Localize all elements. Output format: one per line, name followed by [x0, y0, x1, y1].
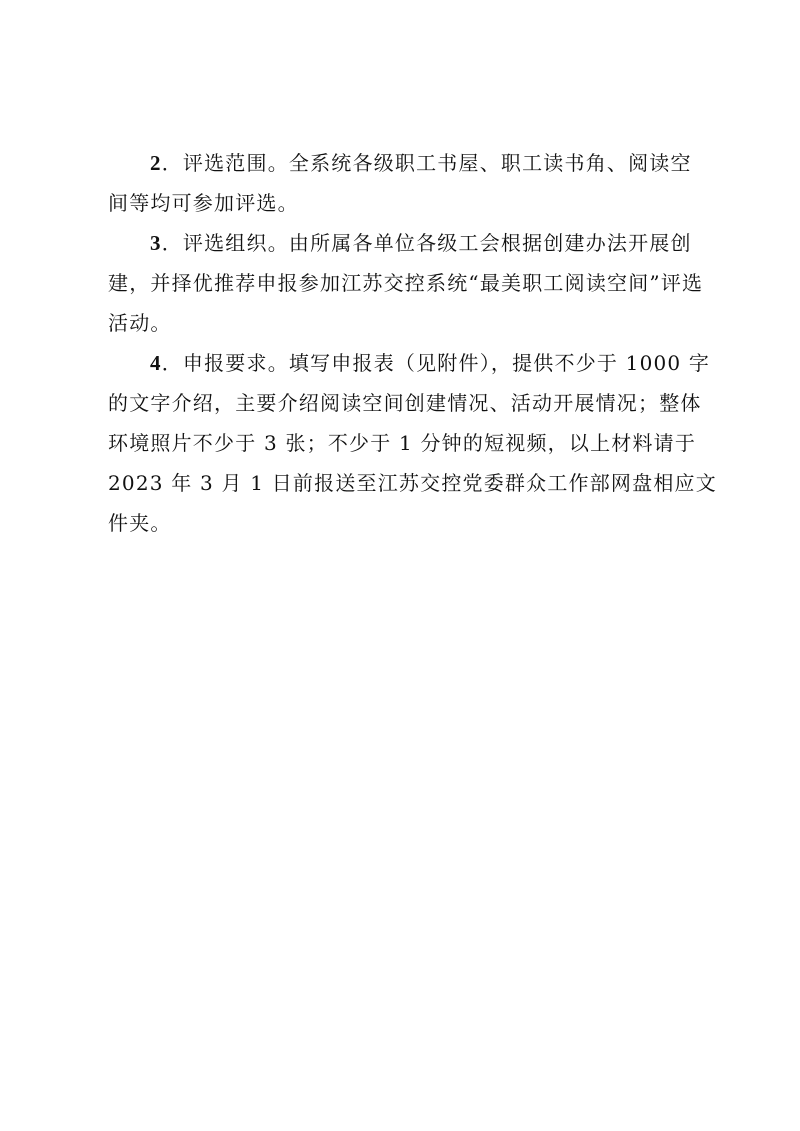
- paragraph-line: 2023 年 3 月 1 日前报送至江苏交控党委群众工作部网盘相应文: [108, 471, 717, 495]
- paragraph-line: 间等均可参加评选。: [108, 191, 299, 215]
- paragraph-text: 填写申报表（见附件），提供不少于 1000 字: [288, 351, 711, 375]
- section-application-requirements: [108, 343, 717, 543]
- section-number: 2: [150, 151, 162, 175]
- paragraph-text: 全系统各级职工书屋、职工读书角、阅读空: [288, 151, 692, 175]
- section-title: ．评选组织。: [161, 231, 289, 255]
- paragraph-line: [108, 223, 702, 263]
- paragraph-line: 环境照片不少于 3 张；不少于 1 分钟的短视频，以上材料请于: [108, 431, 697, 455]
- section-title: ．申报要求。: [161, 351, 289, 375]
- paragraph-text: 由所属各单位各级工会根据创建办法开展创: [288, 231, 692, 255]
- section-evaluation-scope: [108, 143, 702, 223]
- document-body: [108, 143, 717, 543]
- section-evaluation-organization: [108, 223, 702, 343]
- paragraph-line: 活动。: [108, 311, 172, 335]
- paragraph-line: 件夹。: [108, 511, 172, 535]
- paragraph-line: [108, 343, 711, 383]
- section-title: ．评选范围。: [161, 151, 289, 175]
- section-number: 3: [150, 231, 162, 255]
- section-number: 4: [150, 351, 162, 375]
- paragraph-line: 的文字介绍，主要介绍阅读空间创建情况、活动开展情况；整体: [108, 391, 702, 415]
- paragraph-line: 建，并择优推荐申报参加江苏交控系统“最美职工阅读空间”评选: [108, 271, 704, 295]
- paragraph-line: [108, 143, 702, 183]
